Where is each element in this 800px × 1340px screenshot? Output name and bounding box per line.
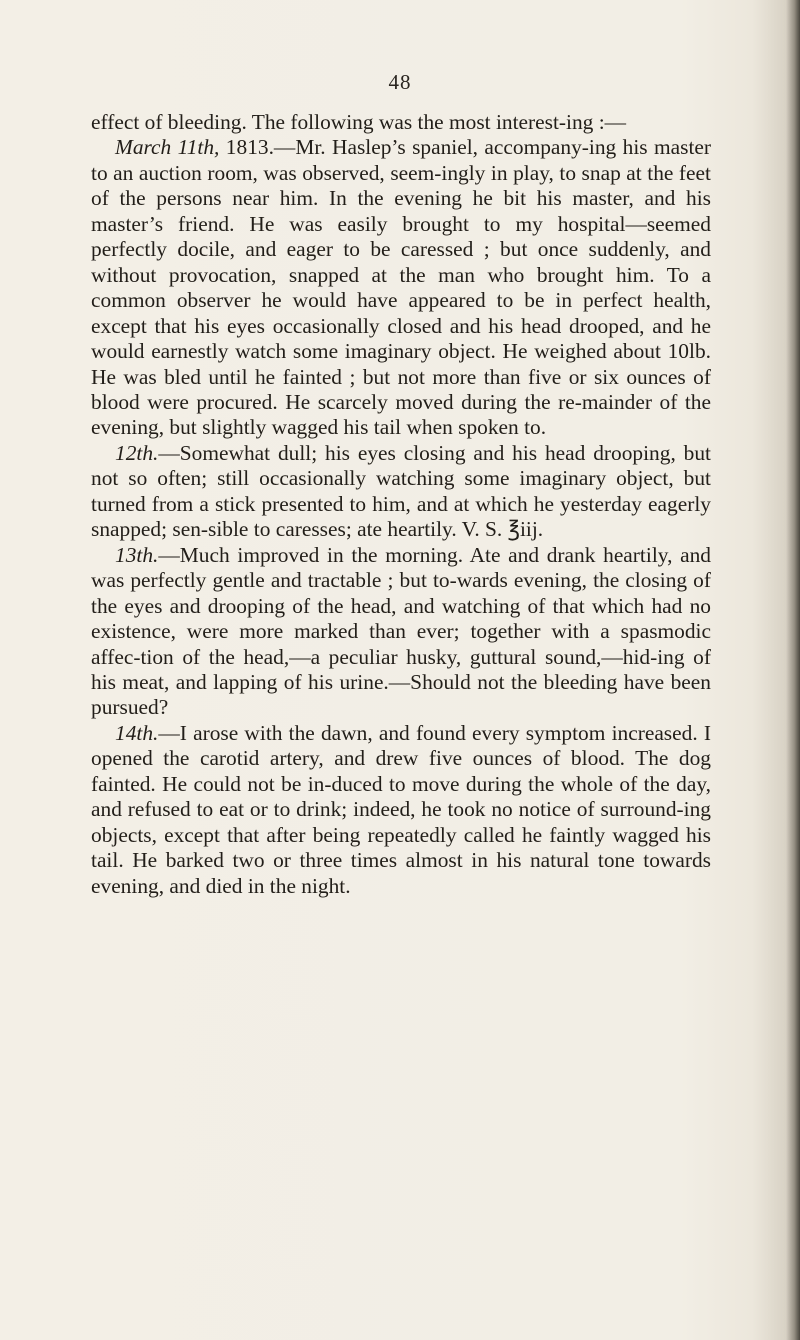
paragraph-text: —Somewhat dull; his eyes closing and his head drooping, but not so often; still occasionally watching some imaginary object, but turned from a stick presented to him, and at which he yesterday eagerly snapped; sen-sible to caresses; ate heartily. V. S. ℥iij. — [91, 440, 711, 542]
paragraph-text: 1813.—Mr. Haslep’s spaniel, accompany-ing his master to an auction room, was observed, seem-ingly in play, to snap at the feet of the persons near him. In the evening he bit his master, and his master’s friend. He was easily brought to my hospital—seemed perfectly docile, and eager to be caressed ; but once suddenly, and without provocation, snapped at the man who brought him. To a common observer he would have appeared to be in perfect health, except that his eyes occasionally closed and his head drooped, and he would earnestly watch some imaginary object. He weighed about 10lb. He was bled until he fainted ; but not more than five or six ounces of blood were procured. He scarcely moved during the re-mainder of the evening, but slightly wagged his tail when spoken to. — [91, 135, 712, 440]
entry-date: March 11th, — [115, 135, 220, 160]
entry-date: 12th. — [115, 440, 159, 465]
paragraph-text: —I arose with the dawn, and found every symptom increased. I opened the carotid artery, and drew five ounces of blood. The dog fainted. He could not be in-duced to move during the whole of the day, and refused to eat or to drink; indeed, he took no notice of surround-ing objects, except that after being repeatedly called he faintly wagged his tail. He barked two or three times almost in his natural tone towards evening, and died in the night. — [91, 720, 711, 898]
paragraph-intro — [91, 110, 711, 135]
paragraph-13th — [91, 543, 711, 721]
paragraph-12th — [91, 441, 711, 543]
paragraph-14th — [91, 721, 711, 899]
entry-date: 13th. — [115, 542, 159, 567]
paragraph-text: —Much improved in the morning. Ate and drank heartily, and was perfectly gentle and tractable ; but to-wards evening, the closing of the eyes and drooping of the head, and watching of that which had no existence, were more marked than ever; together with a spasmodic affec-tion of the head,—a peculiar husky, guttural sound,—hid-ing of his meat, and lapping of his urine.—Should not the bleeding have been pursued? — [91, 542, 711, 720]
body-text — [91, 110, 711, 899]
paragraph-march-11 — [91, 135, 711, 440]
paragraph-text: effect of bleeding. The following was the most interest-ing :— — [91, 110, 627, 134]
page-number: 48 — [388, 70, 412, 94]
entry-date: 14th. — [115, 720, 159, 745]
binding-shadow — [786, 0, 800, 1340]
